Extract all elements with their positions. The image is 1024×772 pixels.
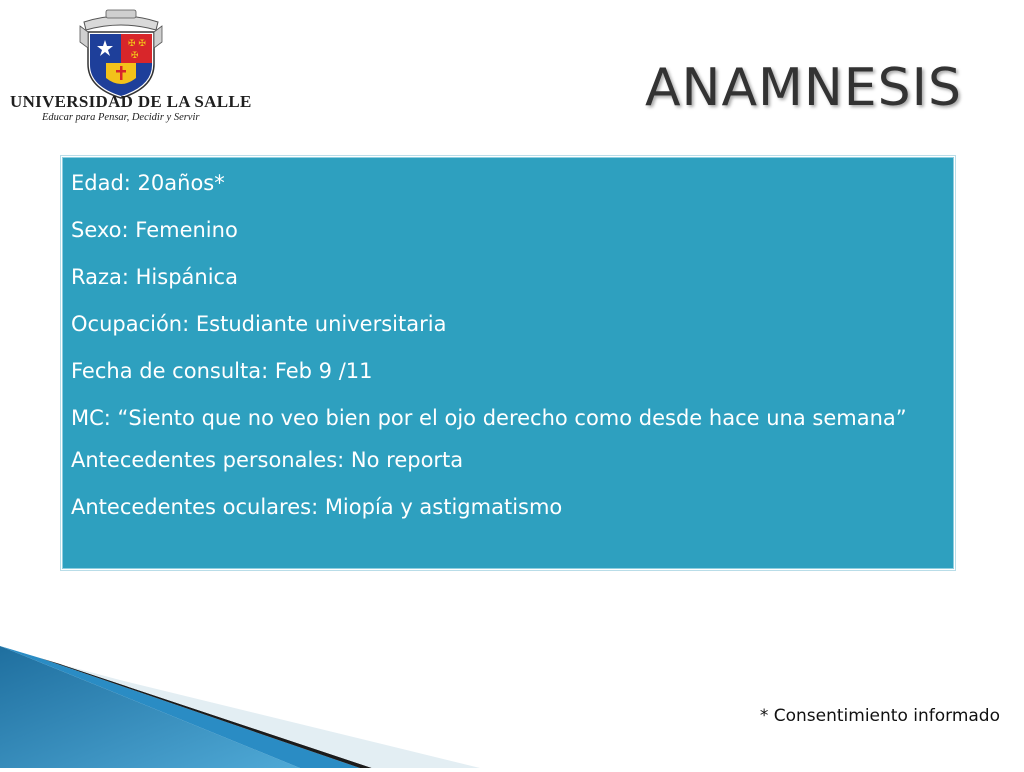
decorative-swoosh [0, 640, 480, 768]
footnote-consent: * Consentimiento informado [759, 706, 1000, 726]
info-occupation: Ocupación: Estudiante universitaria [71, 312, 447, 336]
university-logo [8, 8, 252, 124]
university-motto: Educar para Pensar, Decidir y Servir [42, 112, 200, 123]
info-race: Raza: Hispánica [71, 265, 238, 289]
shield-emblem-icon [76, 8, 166, 100]
anamnesis-info-box [62, 157, 954, 569]
slide-title: ANAMNESIS [644, 58, 962, 118]
university-name: UNIVERSIDAD DE LA SALLE [10, 92, 252, 111]
info-sex: Sexo: Femenino [71, 218, 238, 242]
svg-text:✠: ✠ [131, 51, 139, 61]
svg-text:✠ ✠: ✠ ✠ [128, 39, 146, 49]
info-ocular-history: Antecedentes oculares: Miopía y astigmatismo [71, 495, 563, 519]
info-age: Edad: 20años* [71, 171, 225, 195]
info-personal-history: Antecedentes personales: No reporta [71, 448, 464, 472]
info-chief-complaint: MC: “Siento que no veo bien por el ojo derecho como desde hace una semana” [71, 406, 907, 430]
info-consult-date: Fecha de consulta: Feb 9 /11 [71, 359, 373, 383]
